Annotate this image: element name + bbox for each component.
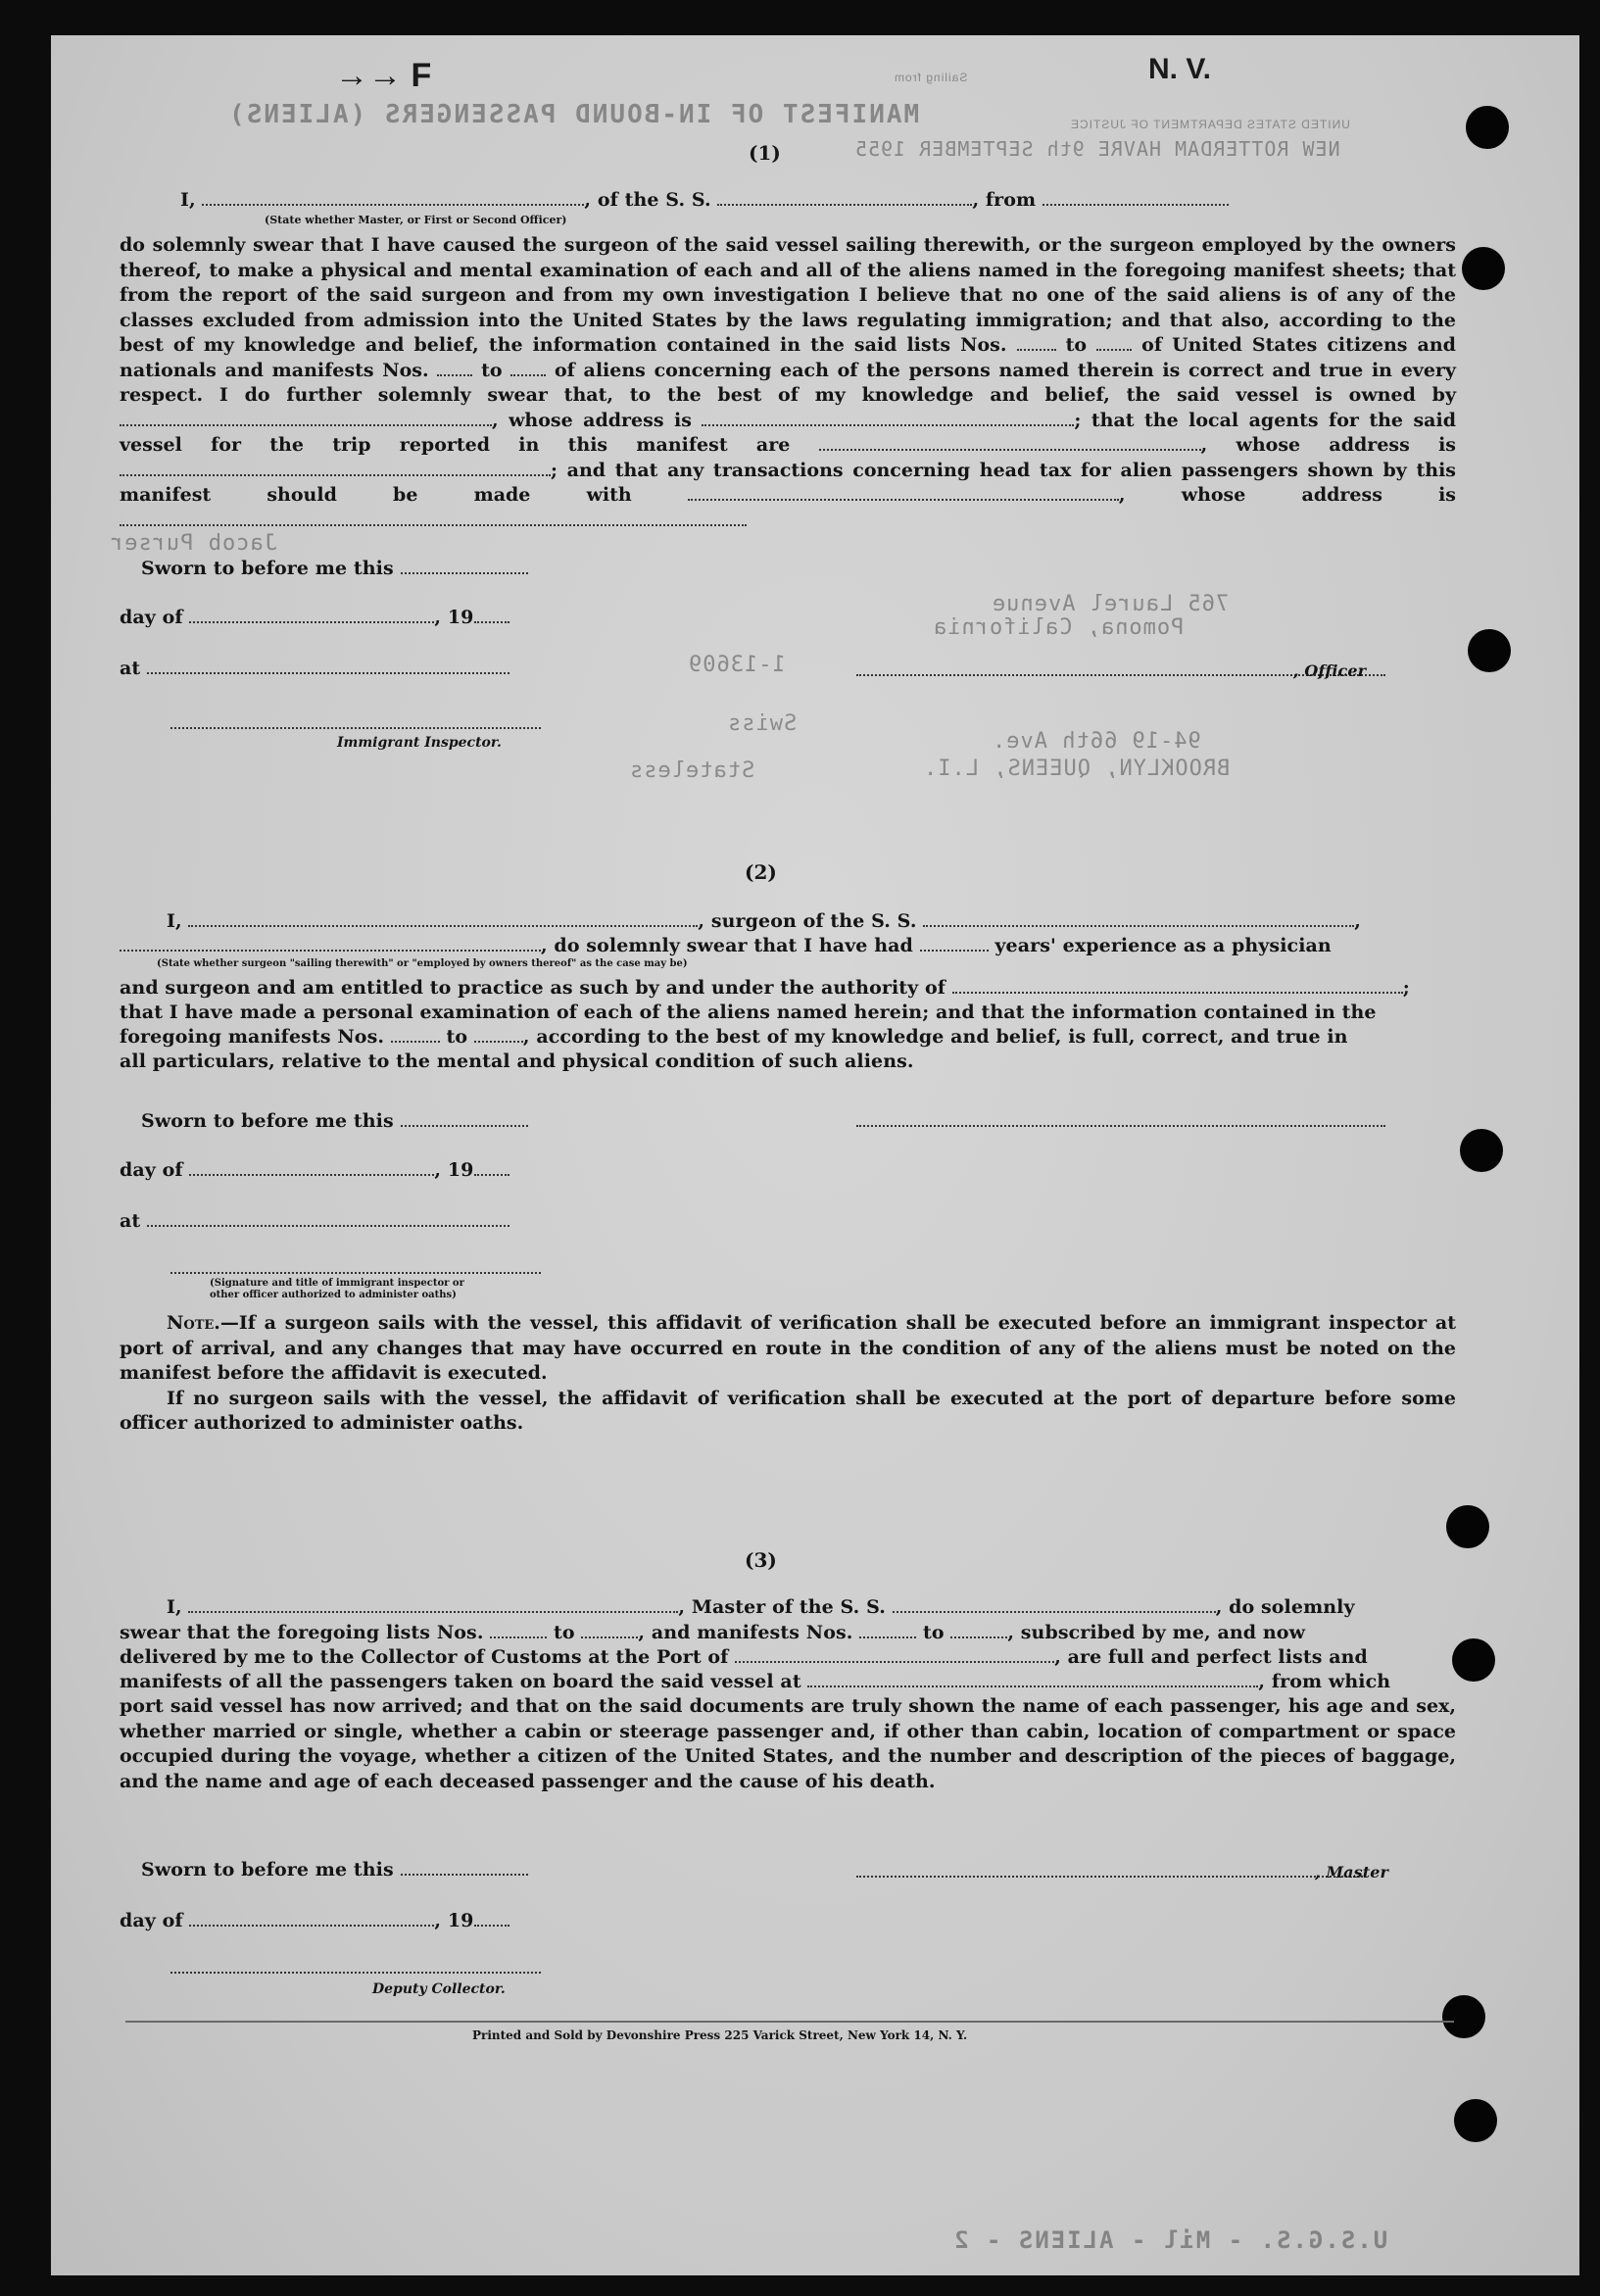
section-1-line-1: [180, 188, 1229, 213]
printer-credit: Printed and Sold by Devonshire Press 225 Varick Street, New York 14, N. Y.: [472, 2028, 968, 2042]
section-1-number: (1): [749, 141, 781, 165]
punch-hole: [1468, 629, 1511, 672]
s2-line-6: all particulars, relative to the mental and physical condition of such aliens.: [120, 1050, 914, 1072]
reverse-header-title: MANIFEST OF IN-BOUND PASSENGERS (ALIENS): [227, 100, 920, 129]
reverse-text-a: Jacob Purser: [110, 531, 277, 556]
punch-hole: [1466, 106, 1509, 149]
s3-line-4: manifests of all the passengers taken on board the said vessel at , from which: [120, 1671, 1391, 1692]
reverse-text-b: 765 Laurel Avenue: [992, 592, 1230, 616]
reverse-bottom-code: U.S.G.S. - Mil - ALIENS - 2: [952, 2226, 1388, 2254]
s2-line-5: foregoing manifests Nos. to , according to the best of my knowledge and belief, is full, correct, and true in: [120, 1026, 1348, 1048]
reverse-text-d: 1-13609: [688, 653, 786, 677]
head-tax-party-field[interactable]: [688, 485, 1119, 501]
s2-sworn-date-field[interactable]: [401, 1111, 528, 1127]
citizen-lists-from-field[interactable]: [1017, 335, 1056, 351]
licensing-authority-field[interactable]: [952, 978, 1403, 994]
s3-line-1: I, , Master of the S. S. , do solemnly: [167, 1596, 1355, 1618]
s3-deputy-label: Deputy Collector.: [372, 1981, 506, 1997]
s2-inspector-signature-line[interactable]: [170, 1272, 541, 1274]
punch-hole: [1442, 1995, 1485, 2038]
s2-at-field[interactable]: [147, 1211, 509, 1227]
reverse-text-e: Swiss: [727, 711, 798, 736]
s2-manifest-from-field[interactable]: [391, 1027, 440, 1043]
alien-manifests-from-field[interactable]: [437, 361, 472, 376]
s3-lists-from-field[interactable]: [490, 1623, 547, 1638]
section-1-body: do solemnly swear that I have caused the surgeon of the said vessel sailing therewith, or the surgeon employed by the owners thereof, to make a physical and mental examination of each and all of the aliens named in the foregoing manifest sheets; that from the report of the said surgeon and from my own investigation I believe that no one of the said aliens is of any of the classes excluded from admission into the United States by the laws regulating immigration; and that also, according to the best of my knowledge and belief, the information contained in the said lists Nos. to of United States citizens and nationals and manifests Nos. to of aliens concerning each of the persons named therein is correct and true in every respect. I do further solemnly swear that, to the best of my knowledge and belief, the said vessel is owned by , whose address is ; that the local agents for the said vessel for the trip reported in this manifest are , whose address is ; and that any transactions concerning head tax for alien passengers shown by this manifest should be made with , whose address is: [120, 233, 1456, 533]
s3-body: port said vessel has now arrived; and that on the said documents are truly shown the name of each passenger, his age and sex, whether married or single, whether a cabin or steerage passenger and, if other than cabin, location of compartment or space occupied during the voyage, whether a citizen of the United States, and the number and description of the pieces of baggage, and the name and age of each deceased passenger and the cause of his death.: [120, 1695, 1456, 1792]
section-2-number: (2): [745, 860, 777, 884]
footer-rule: [125, 2021, 1454, 2023]
punch-hole: [1454, 2099, 1497, 2142]
surgeon-status-field[interactable]: [120, 936, 541, 952]
top-left-mark: →→ F: [335, 57, 432, 94]
s2-line-1: I, , surgeon of the S. S. ,: [167, 910, 1361, 932]
reverse-header-small: Sailing from: [894, 71, 968, 84]
top-right-mark: N. V.: [1148, 53, 1211, 85]
s2-line-2: , do solemnly swear that I have had years' experience as a physician: [120, 934, 1332, 958]
punch-hole: [1446, 1505, 1489, 1548]
s3-sworn-date-field[interactable]: [401, 1860, 528, 1876]
s3-embark-port-field[interactable]: [807, 1672, 1258, 1687]
s2-sig-caption-1: (Signature and title of immigrant inspector or: [210, 1278, 464, 1289]
citizen-lists-to-field[interactable]: [1096, 335, 1132, 351]
s3-day-field[interactable]: [189, 1911, 434, 1927]
s1-officer-caption: (State whether Master, or First or Second Officer): [265, 214, 567, 226]
note-label: Note.: [167, 1312, 220, 1334]
reverse-ship-line: NEW ROTTERDAM HAVRE 9th SEPTEMBER 1955: [854, 137, 1340, 161]
alien-manifests-to-field[interactable]: [510, 361, 546, 376]
s2-at-line: at: [120, 1209, 509, 1234]
s3-year-field[interactable]: [474, 1911, 509, 1927]
s3-master-name-field[interactable]: [188, 1597, 678, 1613]
vessel-name-field[interactable]: [717, 190, 972, 206]
s2-vessel-field[interactable]: [923, 911, 1354, 927]
s2-manifest-to-field[interactable]: [474, 1027, 523, 1043]
s3-manifests-from-field[interactable]: [859, 1623, 916, 1638]
s2-surgeon-signature-line[interactable]: [856, 1125, 1385, 1127]
reverse-text-c: Pomona, California: [933, 615, 1185, 640]
s1-year-field[interactable]: [474, 608, 509, 623]
s2-surgeon-caption: (State whether surgeon "sailing therewith" or "employed by owners thereof" as the case may be): [157, 958, 688, 969]
s3-manifests-to-field[interactable]: [950, 1623, 1007, 1638]
s3-deputy-signature-line[interactable]: [170, 1972, 541, 1974]
s2-day-field[interactable]: [189, 1160, 434, 1176]
punch-hole: [1462, 247, 1505, 290]
s3-lists-to-field[interactable]: [581, 1623, 638, 1638]
s1-sworn-line: Sworn to before me this: [141, 557, 528, 581]
s1-inspector-label: Immigrant Inspector.: [337, 735, 502, 751]
s1-sworn-date-field[interactable]: [401, 559, 528, 574]
s1-day-line: day of , 19: [120, 606, 509, 630]
s1-at-line: at: [120, 657, 509, 681]
s2-sworn-line: Sworn to before me this: [141, 1109, 528, 1134]
s3-sworn-line: Sworn to before me this: [141, 1858, 528, 1882]
document-page: [51, 35, 1579, 2275]
owner-address-field[interactable]: [702, 411, 1074, 426]
punch-hole: [1452, 1638, 1495, 1682]
years-experience-field[interactable]: [920, 936, 989, 952]
reverse-text-h: Stateless: [629, 758, 755, 783]
s1-at-field[interactable]: [147, 659, 509, 674]
s2-note: Note.—If a surgeon sails with the vessel, this affidavit of verification shall be executed before an immigrant inspector at port of arrival, and any changes that may have occurred en route in the condition of any of the aliens must be noted on the manifest before the affidavit is executed. If no surgeon sails with the vessel, the affidavit of verification shall be executed at the port of departure before some officer authorized to administer oaths.: [120, 1312, 1456, 1434]
s3-port-field[interactable]: [735, 1647, 1054, 1663]
s1-from: , from: [972, 189, 1037, 211]
head-tax-address-field[interactable]: [120, 511, 747, 526]
s1-inspector-signature-line[interactable]: [170, 727, 541, 729]
s1-day-field[interactable]: [189, 608, 434, 623]
s2-year-field[interactable]: [474, 1160, 509, 1176]
s3-vessel-field[interactable]: [893, 1597, 1216, 1613]
punch-hole: [1460, 1129, 1503, 1172]
reverse-text-f: 94-19 66th Ave.: [992, 729, 1201, 754]
master-name-field[interactable]: [202, 190, 584, 206]
s1-prefix: I,: [180, 189, 196, 211]
s1-officer-label: , Officer: [1293, 661, 1367, 680]
from-port-field[interactable]: [1042, 190, 1229, 206]
s2-line-4: that I have made a personal examination of each of the aliens named herein; and that the information contained in the: [120, 1001, 1377, 1023]
s1-of-ss: , of the S. S.: [584, 189, 711, 211]
s3-line-2: swear that the foregoing lists Nos. to , and manifests Nos. to , subscribed by me, and now: [120, 1622, 1306, 1643]
reverse-text-g: BROOKLYN, QUEENS, L.I.: [923, 757, 1231, 781]
vessel-owner-field[interactable]: [120, 411, 492, 426]
s2-line-3: and surgeon and am entitled to practice as such by and under the authority of ;: [120, 977, 1410, 999]
local-agents-field[interactable]: [819, 435, 1201, 451]
s3-day-line: day of , 19: [120, 1909, 509, 1933]
s3-master-signature-line[interactable]: [856, 1876, 1366, 1878]
s2-sig-caption-2: other officer authorized to administer oaths): [210, 1290, 457, 1300]
section-3-number: (3): [745, 1548, 777, 1572]
surgeon-name-field[interactable]: [188, 911, 698, 927]
s2-day-line: day of , 19: [120, 1158, 509, 1183]
agent-address-field[interactable]: [120, 461, 551, 476]
reverse-header-right: UNITED STATES DEPARTMENT OF JUSTICE: [1070, 118, 1350, 131]
s3-master-label: , Master: [1315, 1863, 1389, 1881]
s3-line-3: delivered by me to the Collector of Customs at the Port of , are full and perfect lists and: [120, 1646, 1368, 1668]
